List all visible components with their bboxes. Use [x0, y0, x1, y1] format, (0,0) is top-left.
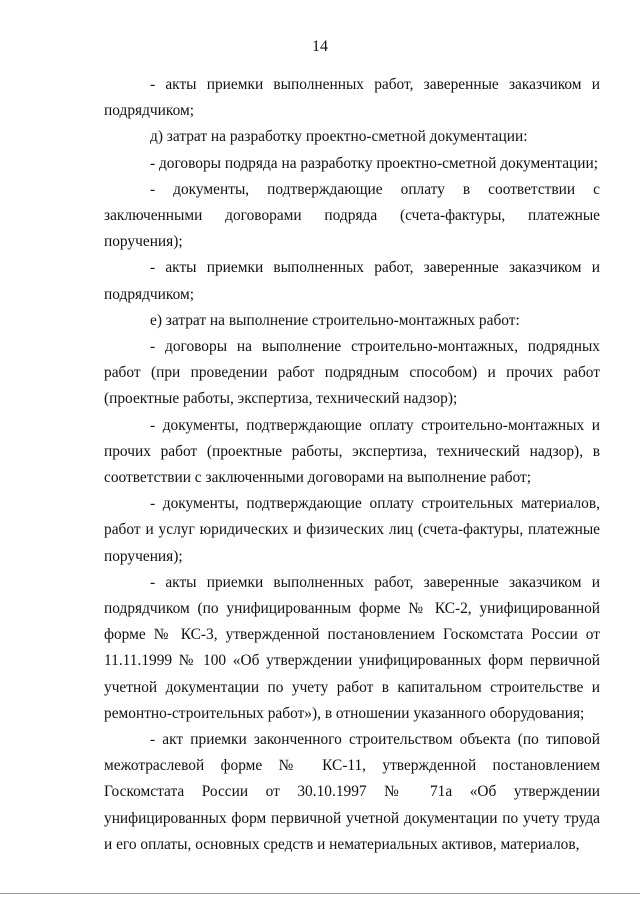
page-number: 14 — [312, 38, 328, 55]
paragraph-acts-acceptance: - акты приемки выполненных работ, заверенные заказчиком и подрядчиком; — [104, 76, 600, 120]
paragraph-design-acts: - акты приемки выполненных работ, заверенные заказчиком и подрядчиком; — [104, 259, 600, 303]
paragraph-construction-acts: - акты приемки выполненных работ, заверенные заказчиком и подрядчиком (по унифицированным форме № КС-2, унифицированной форме № КС-3, утвержденной постановлением Госкомстата России от 11.11.1999 № 100 «Об утверждении унифицированных форм первичной учетной документации по учету работ в капитальном строительстве и ремонтно-строительных работ»), в отношении указанного оборудования; — [104, 573, 600, 722]
page-bottom-edge — [0, 893, 640, 894]
paragraph-completion-act: - акт приемки законченного строительством объекта (по типовой межотраслевой форме № КС-11, утвержденной постановлением Госкомстата России от 30.10.1997 № 71а «Об утверждении унифицированных форм первичной учетной документации по учету труда и его оплаты, основных средств и нематериальных активов, материалов, — [104, 731, 600, 853]
paragraph-construction-payment-docs: - документы, подтверждающие оплату строительно-монтажных и прочих работ (проектные работы, экспертиза, технический надзор), в соответствии с заключенными договорами на выполнение работ; — [104, 416, 600, 487]
paragraph-construction-contracts: - договоры на выполнение строительно-монтажных, подрядных работ (при проведении работ подрядным способом) и прочих работ (проектные работы, экспертиза, технический надзор); — [104, 338, 600, 408]
paragraph-construction-costs-heading: е) затрат на выполнение строительно-монтажных работ: — [150, 311, 520, 329]
paragraph-design-contracts: - договоры подряда на разработку проектно-сметной документации; — [150, 154, 599, 172]
paragraph-materials-payment-docs: - документы, подтверждающие оплату строительных материалов, работ и услуг юридических и физических лиц (счета-фактуры, платежные поручения); — [104, 495, 600, 565]
paragraph-design-costs-heading: д) затрат на разработку проектно-сметной документации: — [150, 128, 528, 146]
document-body — [104, 72, 600, 858]
paragraph-design-payment-docs: - документы, подтверждающие оплату в соответствии с заключенными договорами подряда (счета-фактуры, платежные поручения); — [104, 180, 600, 251]
